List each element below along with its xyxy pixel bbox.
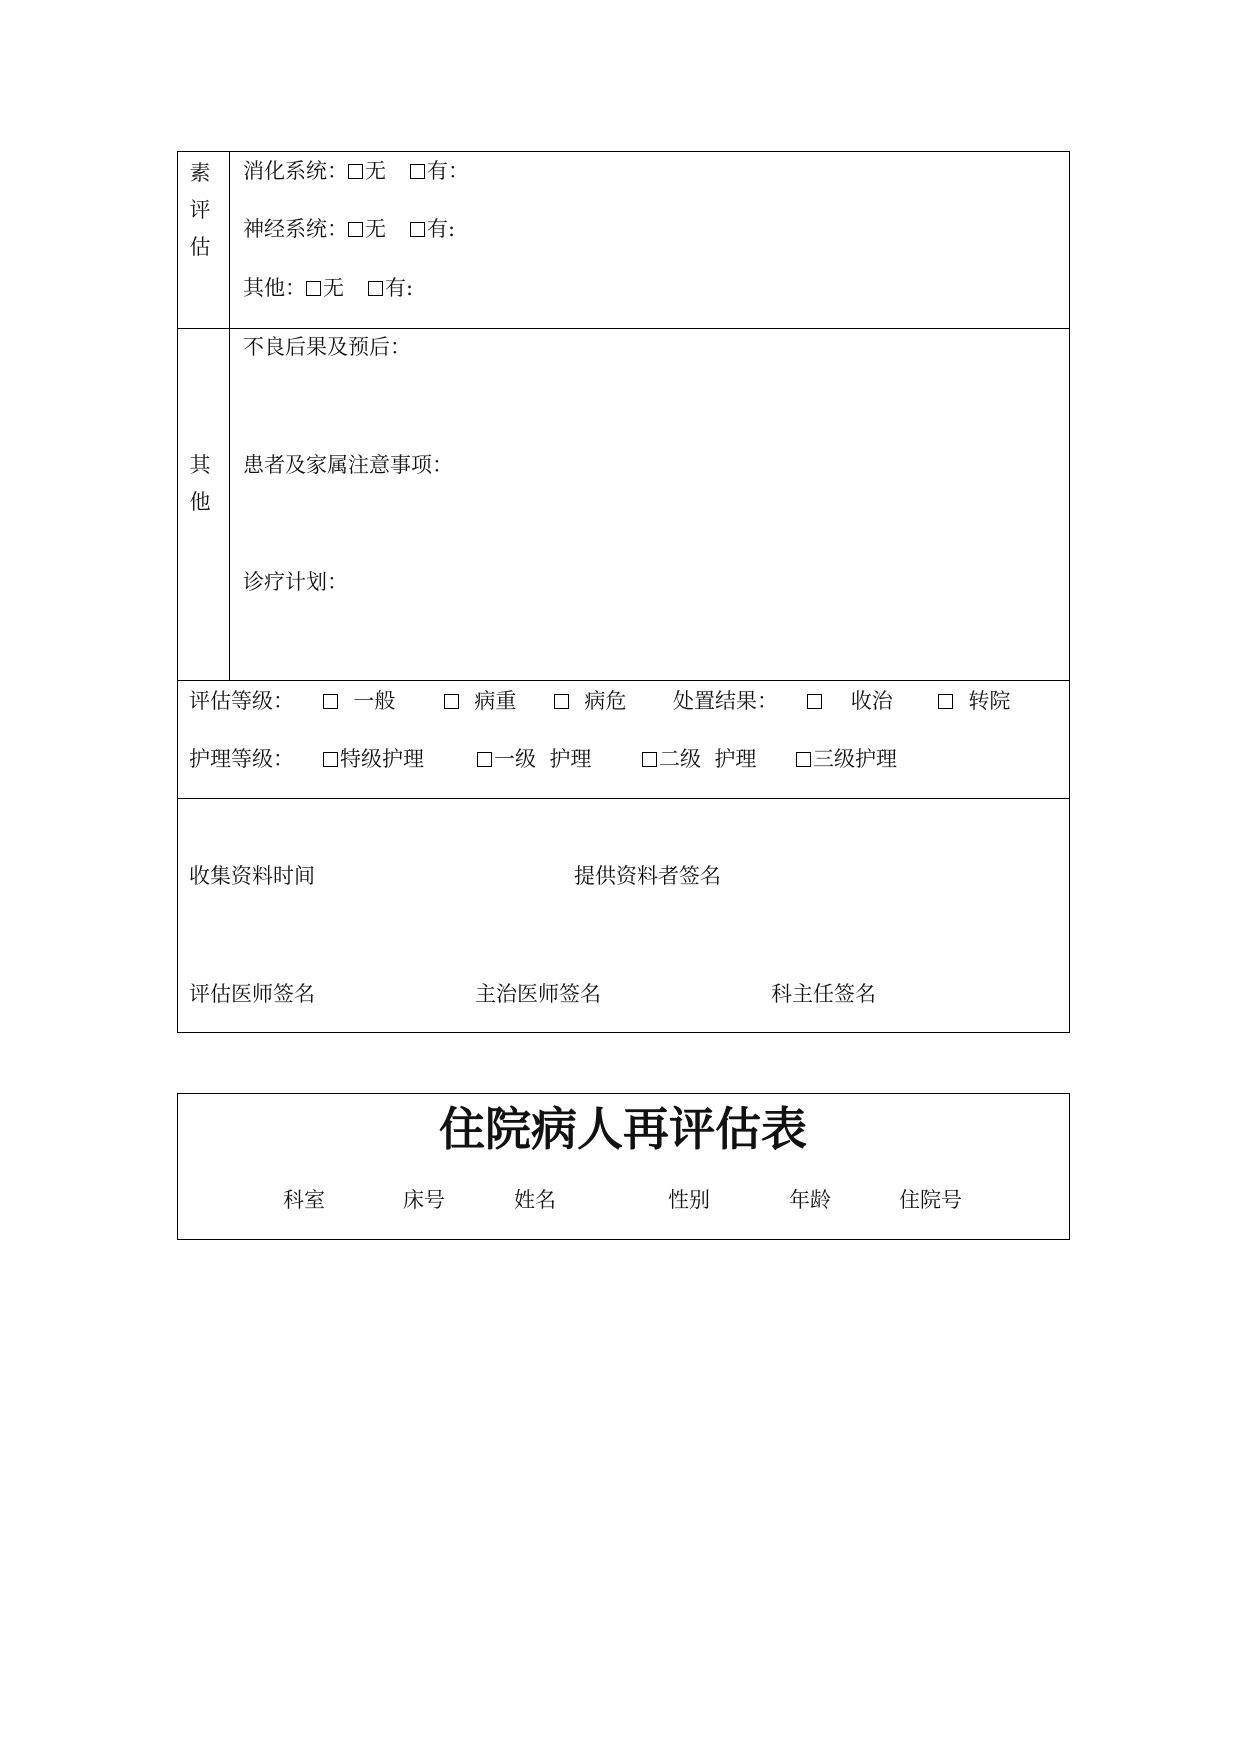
care-level1-checkbox[interactable] — [477, 752, 492, 767]
label-column-divider — [229, 151, 230, 680]
side-char: 素 — [189, 161, 211, 185]
result-opt-admit — [807, 688, 893, 714]
digestive-label: 消化系统： — [243, 159, 348, 183]
care-level2-checkbox[interactable] — [642, 752, 657, 767]
digestive-yes-label: 有： — [427, 159, 469, 183]
eval-general-checkbox[interactable] — [323, 694, 338, 709]
form-title: 住院病人再评估表 — [439, 1102, 807, 1156]
other-none-checkbox[interactable] — [306, 281, 321, 296]
result-transfer-label: 转院 — [968, 689, 1011, 713]
treatment-plan-label: 诊疗计划： — [243, 570, 348, 594]
side-char: 估 — [189, 235, 211, 259]
nervous-yes-checkbox[interactable] — [410, 222, 425, 237]
field-department: 科室 — [283, 1188, 325, 1212]
disposition-label: 处置结果： — [673, 689, 778, 713]
care-opt-level2 — [642, 746, 756, 772]
side-char: 评 — [189, 198, 211, 222]
side-char: 其 — [189, 453, 211, 477]
nervous-row — [243, 216, 455, 242]
divider-2 — [177, 680, 1070, 681]
eval-opt-serious — [444, 688, 516, 714]
nervous-label: 神经系统： — [243, 217, 348, 241]
other-yes-checkbox[interactable] — [368, 281, 383, 296]
care-level2-label: 二级 护理 — [659, 747, 757, 771]
side-char: 他 — [189, 490, 211, 514]
eval-serious-checkbox[interactable] — [444, 694, 459, 709]
field-name: 姓名 — [514, 1188, 556, 1212]
eval-doctor-sign-label: 评估医师签名 — [189, 982, 315, 1006]
other-row — [243, 275, 413, 301]
field-age: 年龄 — [789, 1188, 831, 1212]
result-transfer-checkbox[interactable] — [938, 694, 953, 709]
care-level-label: 护理等级： — [189, 747, 294, 771]
care-level3-checkbox[interactable] — [796, 752, 811, 767]
care-level1-label: 一级 护理 — [494, 747, 592, 771]
section1-side-label — [187, 155, 213, 266]
eval-opt-general — [323, 688, 395, 714]
care-opt-level3 — [796, 746, 897, 772]
field-bed-number: 床号 — [403, 1188, 445, 1212]
digestive-none-checkbox[interactable] — [348, 164, 363, 179]
digestive-yes-checkbox[interactable] — [410, 164, 425, 179]
eval-opt-critical — [554, 688, 626, 714]
result-admit-checkbox[interactable] — [807, 694, 822, 709]
digestive-none-label: 无 — [365, 159, 386, 183]
prognosis-label: 不良后果及预后： — [243, 335, 411, 359]
eval-critical-label: 病危 — [584, 689, 627, 713]
other-yes-label: 有: — [385, 276, 414, 300]
nervous-yes-label: 有: — [427, 217, 456, 241]
nervous-none-label: 无 — [365, 217, 386, 241]
section2-side-label — [187, 447, 213, 521]
care-special-label: 特级护理 — [340, 747, 424, 771]
care-special-checkbox[interactable] — [323, 752, 338, 767]
eval-general-label: 一般 — [353, 689, 396, 713]
director-sign-label: 科主任签名 — [771, 982, 876, 1006]
other-label: 其他： — [243, 276, 306, 300]
care-opt-special — [323, 746, 424, 772]
care-level3-label: 三级护理 — [813, 747, 897, 771]
result-admit-label: 收治 — [850, 689, 893, 713]
collect-time-label: 收集资料时间 — [189, 864, 315, 888]
provider-sign-label: 提供资料者签名 — [574, 864, 721, 888]
field-gender: 性别 — [668, 1188, 710, 1212]
divider-3 — [177, 798, 1070, 799]
eval-serious-label: 病重 — [474, 689, 517, 713]
nervous-none-checkbox[interactable] — [348, 222, 363, 237]
eval-level-label: 评估等级： — [189, 689, 294, 713]
result-opt-transfer — [938, 688, 1010, 714]
other-none-label: 无 — [323, 276, 344, 300]
field-admission-number: 住院号 — [899, 1188, 962, 1212]
digestive-row — [243, 158, 469, 184]
care-opt-level1 — [477, 746, 591, 772]
precautions-label: 患者及家属注意事项： — [243, 453, 453, 477]
divider-1 — [177, 328, 1070, 329]
attending-sign-label: 主治医师签名 — [475, 982, 601, 1006]
eval-critical-checkbox[interactable] — [554, 694, 569, 709]
